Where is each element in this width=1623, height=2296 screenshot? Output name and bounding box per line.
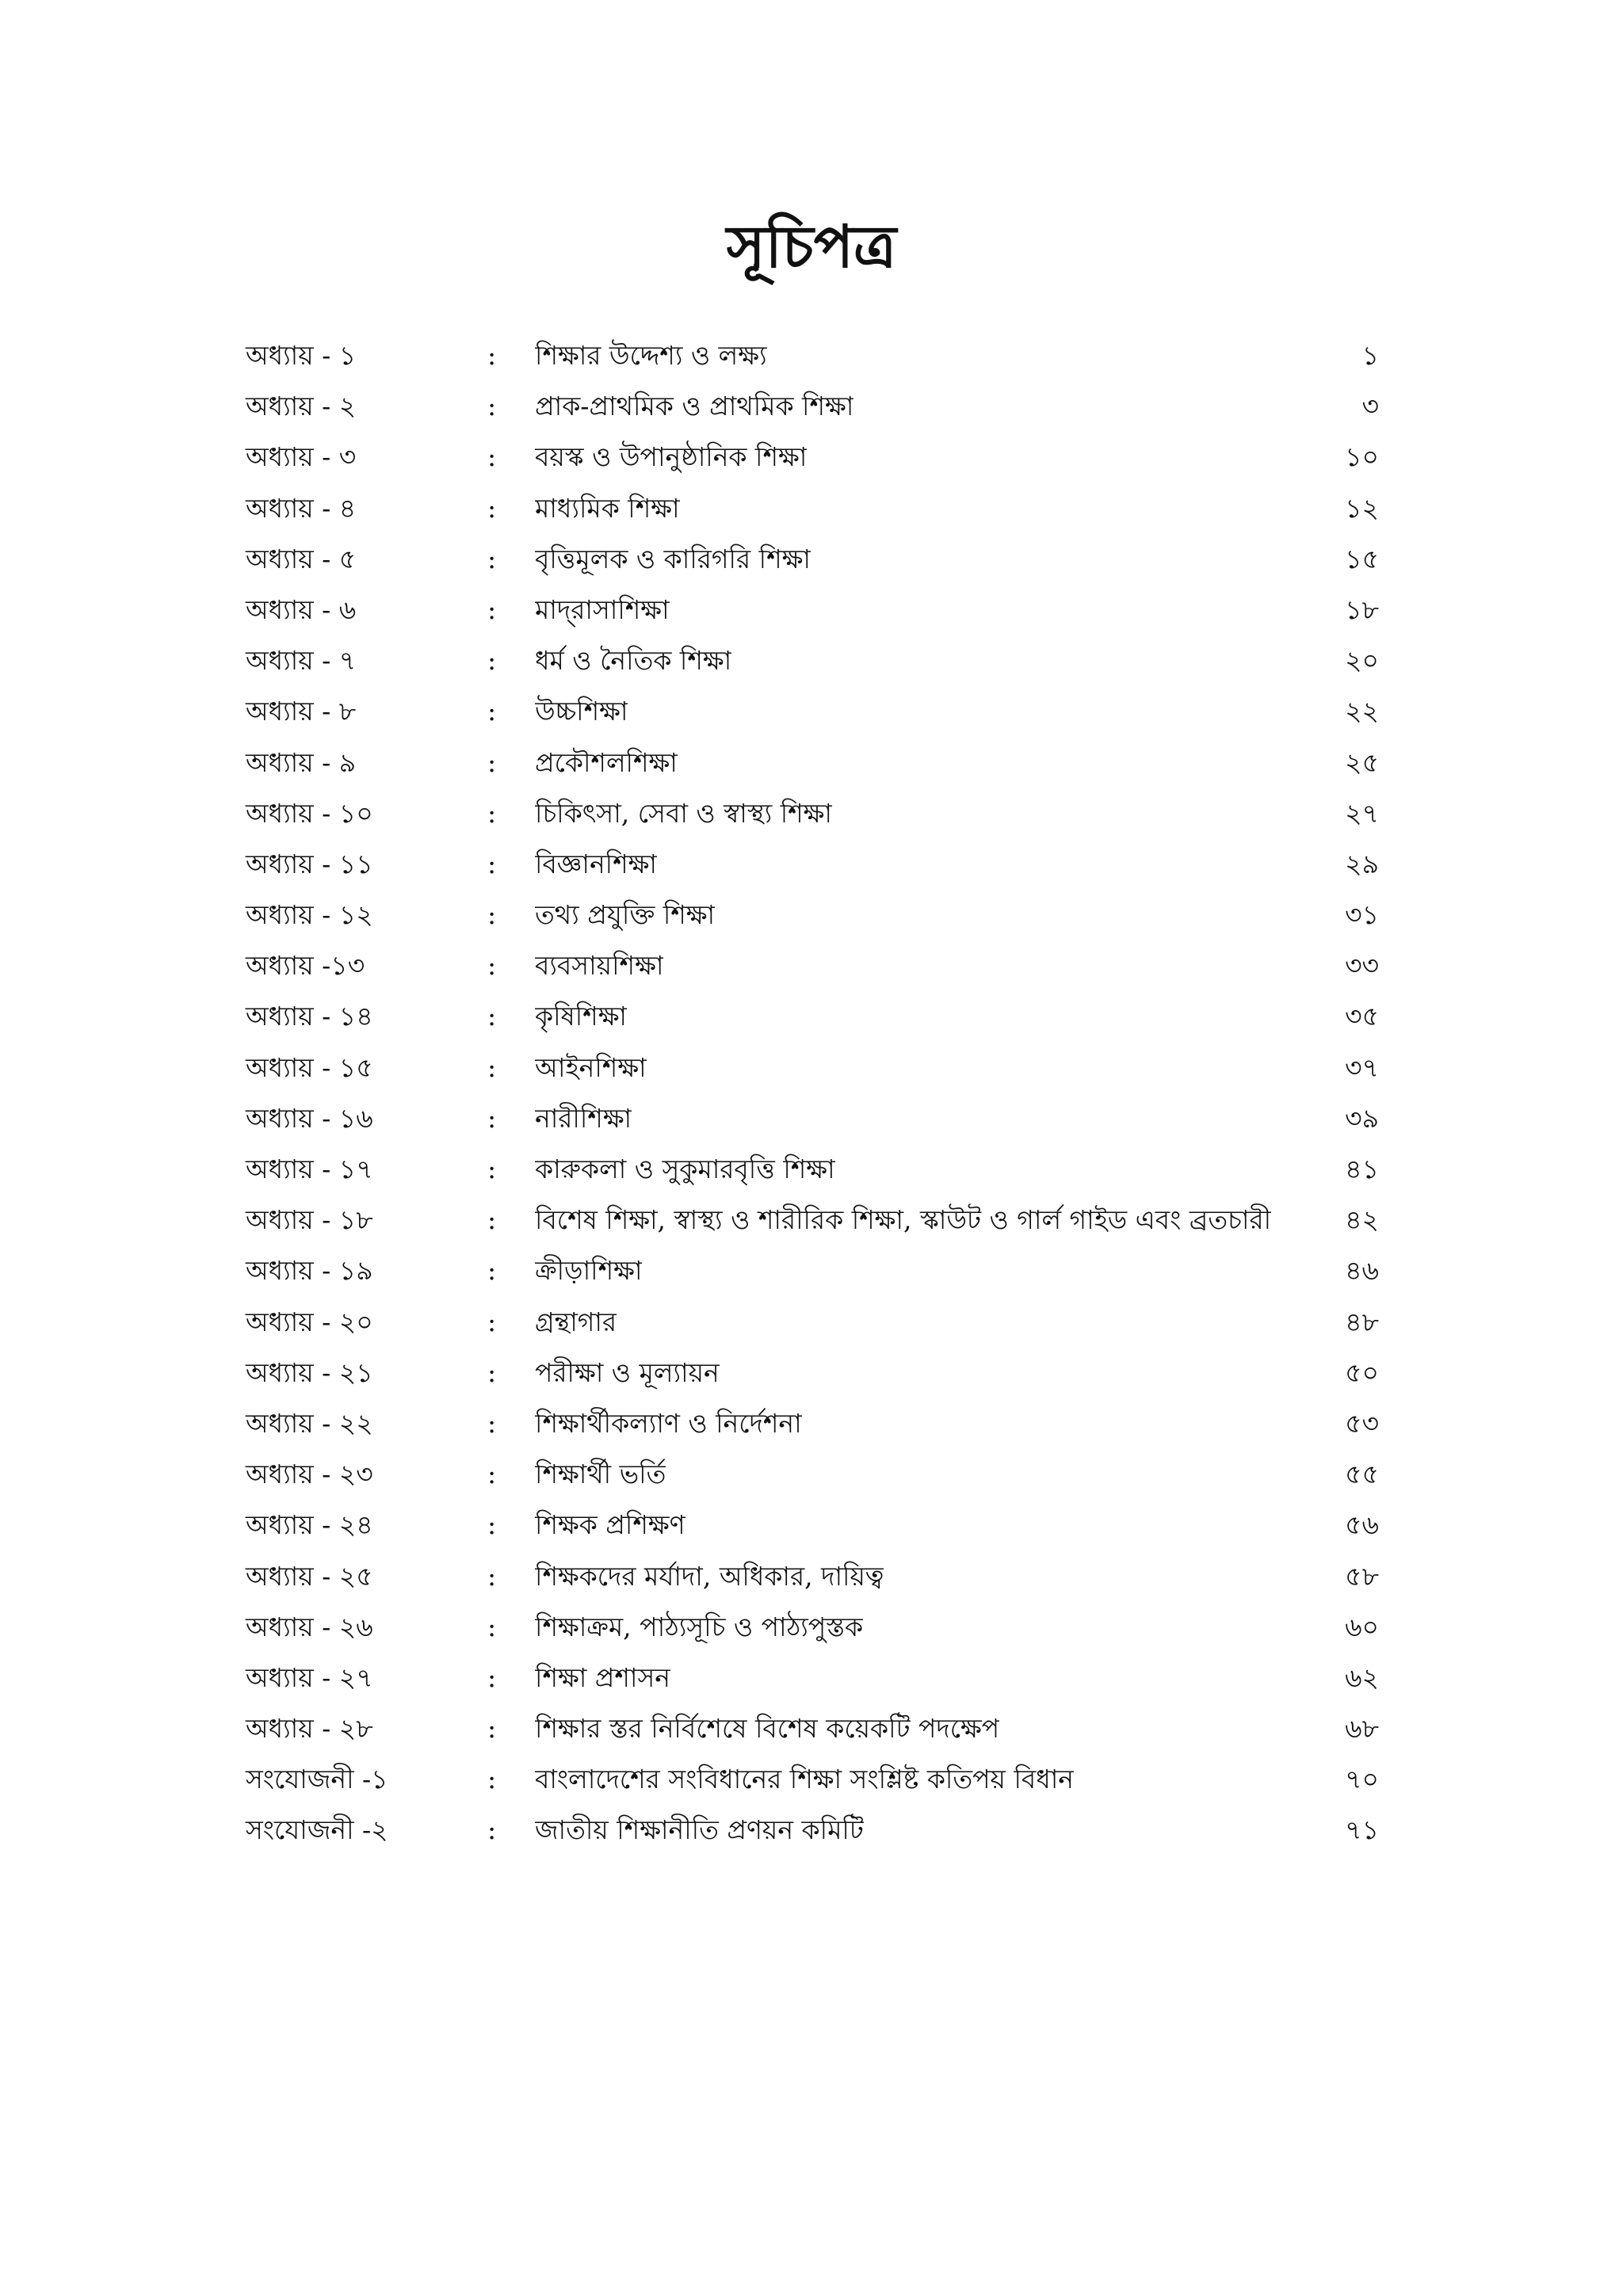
page-title: সূচিপত্র — [726, 213, 897, 281]
toc-entry-title: নারীশিক্ষা — [535, 1102, 632, 1134]
toc-entry-title: গ্রন্থাগার — [535, 1306, 617, 1337]
toc-row[interactable] — [246, 635, 1379, 686]
toc-page-number: ৩৯ — [1345, 1102, 1379, 1134]
toc-entry-label: অধ্যায় - ২৫ — [246, 1560, 373, 1592]
toc-row[interactable] — [246, 1551, 1379, 1602]
toc-entry-label: অধ্যায় - ২৪ — [246, 1509, 373, 1541]
toc-page-number: ৫৫ — [1345, 1459, 1379, 1490]
toc-entry-title: উচ্চশিক্ষা — [535, 696, 628, 727]
toc-page-number: ২০ — [1345, 645, 1379, 677]
toc-entry-title: বাংলাদেশের সংবিধানের শিক্ষা সংশ্লিষ্ট কতিপয় বিধান — [535, 1764, 1075, 1795]
toc-entry-label: অধ্যায় - ৯ — [246, 746, 357, 778]
toc-separator: : — [487, 848, 497, 879]
toc-page-number: ৩৭ — [1345, 1051, 1379, 1083]
toc-separator: : — [487, 1051, 497, 1083]
toc-entry-label: অধ্যায় - ২৩ — [246, 1459, 373, 1490]
toc-page-number: ১৮ — [1345, 593, 1379, 625]
toc-separator: : — [487, 1764, 497, 1795]
toc-separator: : — [487, 1713, 497, 1745]
toc-separator: : — [487, 1661, 497, 1693]
toc-entry-title: শিক্ষার্থীকল্যাণ ও নির্দেশনা — [535, 1407, 802, 1439]
toc-row[interactable] — [246, 839, 1379, 890]
toc-entry-title: শিক্ষক প্রশিক্ষণ — [535, 1509, 685, 1541]
toc-separator: : — [487, 1306, 497, 1337]
toc-entry-label: অধ্যায় - ১৫ — [246, 1051, 373, 1083]
toc-row[interactable] — [246, 1043, 1379, 1093]
toc-row[interactable] — [246, 585, 1379, 635]
toc-separator: : — [487, 492, 497, 524]
toc-entry-title: চিকিৎসা, সেবা ও স্বাস্থ্য শিক্ষা — [535, 797, 832, 829]
toc-page-number: ৬৮ — [1345, 1713, 1379, 1745]
toc-page-number: ১২ — [1345, 492, 1379, 524]
toc-separator: : — [487, 441, 497, 473]
toc-separator: : — [487, 645, 497, 677]
toc-entry-title: বিজ্ঞানশিক্ষা — [535, 848, 657, 879]
toc-separator: : — [487, 1204, 497, 1236]
toc-separator: : — [487, 543, 497, 574]
toc-entry-label: সংযোজনী -১ — [246, 1764, 388, 1795]
toc-entry-title: প্রকৌশলশিক্ষা — [535, 746, 678, 778]
toc-row[interactable] — [246, 1093, 1379, 1144]
toc-entry-title: ব্যবসায়শিক্ষা — [535, 950, 664, 982]
toc-entry-title: প্রাক-প্রাথমিক ও প্রাথমিক শিক্ষা — [535, 391, 854, 422]
toc-separator: : — [487, 1102, 497, 1134]
toc-row[interactable] — [246, 1348, 1379, 1398]
toc-row[interactable] — [246, 1754, 1379, 1805]
toc-page-number: ৩ — [1361, 391, 1379, 422]
toc-row[interactable] — [246, 1297, 1379, 1348]
toc-page-number: ৫৮ — [1345, 1560, 1379, 1592]
toc-entry-title: শিক্ষার উদ্দেশ্য ও লক্ষ্য — [535, 340, 767, 371]
toc-entry-label: অধ্যায় - ৭ — [246, 645, 357, 677]
toc-separator: : — [487, 1459, 497, 1490]
toc-entry-title: শিক্ষা প্রশাসন — [535, 1661, 670, 1693]
toc-row[interactable] — [246, 1245, 1379, 1296]
toc-entry-label: অধ্যায় - ১২ — [246, 899, 373, 931]
toc-page-number: ৭১ — [1345, 1814, 1379, 1846]
toc-page-number: ২৫ — [1345, 746, 1379, 778]
toc-separator: : — [487, 1001, 497, 1032]
toc-entry-title: আইনশিক্ষা — [535, 1051, 647, 1083]
toc-entry-title: তথ্য প্রযুক্তি শিক্ষা — [535, 899, 716, 931]
toc-entry-title: কারুকলা ও সুকুমারবৃত্তি শিক্ষা — [535, 1154, 835, 1184]
toc-separator: : — [487, 797, 497, 829]
toc-row[interactable] — [246, 483, 1379, 534]
toc-entry-label: অধ্যায় - ১৭ — [246, 1154, 373, 1184]
toc-separator: : — [487, 899, 497, 931]
toc-entry-label: অধ্যায় - ২০ — [246, 1306, 373, 1337]
toc-entry-label: অধ্যায় - ৩ — [246, 441, 357, 473]
toc-row[interactable] — [246, 1602, 1379, 1653]
toc-row[interactable] — [246, 890, 1379, 940]
toc-entry-label: অধ্যায় - ২ — [246, 391, 357, 422]
toc-page-number: ৭০ — [1345, 1764, 1379, 1795]
toc-entry-label: সংযোজনী -২ — [246, 1814, 388, 1846]
toc-entry-label: অধ্যায় - ২৬ — [246, 1611, 373, 1642]
toc-separator: : — [487, 950, 497, 982]
toc-entry-title: জাতীয় শিক্ষানীতি প্রণয়ন কমিটি — [535, 1814, 864, 1846]
toc-page-number: ২৯ — [1345, 848, 1379, 879]
toc-entry-title: মাদ্‌রাসাশিক্ষা — [535, 593, 670, 625]
toc-page-number: ৫৬ — [1345, 1509, 1379, 1541]
toc-entry-title: শিক্ষাক্রম, পাঠ্যসূচি ও পাঠ্যপুস্তক — [535, 1611, 864, 1642]
toc-row[interactable] — [246, 940, 1379, 991]
toc-page-number: ১৫ — [1345, 543, 1379, 574]
toc-entry-label: অধ্যায় - ২১ — [246, 1356, 373, 1388]
toc-page-number: ৩১ — [1345, 899, 1379, 931]
toc-entry-label: অধ্যায় - ৮ — [246, 696, 357, 727]
toc-page-number: ৬২ — [1345, 1661, 1379, 1693]
toc-entry-title: শিক্ষার্থী ভর্তি — [535, 1459, 666, 1490]
toc-row[interactable] — [246, 738, 1379, 788]
toc-entry-label: অধ্যায় - ৫ — [246, 543, 357, 574]
toc-entry-title: মাধ্যমিক শিক্ষা — [535, 492, 680, 524]
table-of-contents — [246, 330, 1379, 1856]
toc-separator: : — [487, 1154, 497, 1184]
toc-separator: : — [487, 1509, 497, 1541]
toc-page-number: ৩৫ — [1345, 1001, 1379, 1032]
toc-page-number: ৫৩ — [1345, 1407, 1379, 1439]
toc-page-number: ৬০ — [1345, 1611, 1379, 1642]
toc-row[interactable] — [246, 1144, 1379, 1195]
toc-entry-label: অধ্যায় - ১ — [246, 340, 357, 371]
toc-entry-label: অধ্যায় - ২২ — [246, 1407, 373, 1439]
toc-entry-label: অধ্যায় - ১৯ — [246, 1255, 373, 1287]
toc-entry-title: পরীক্ষা ও মূল্যায়ন — [535, 1356, 720, 1388]
toc-page-number: ২২ — [1345, 696, 1379, 727]
toc-separator: : — [487, 391, 497, 422]
toc-separator: : — [487, 1407, 497, 1439]
toc-row[interactable] — [246, 330, 1379, 381]
toc-row[interactable] — [246, 686, 1379, 737]
toc-row[interactable] — [246, 1653, 1379, 1703]
toc-page-number: ৪১ — [1345, 1154, 1379, 1184]
toc-separator: : — [487, 1611, 497, 1642]
toc-row[interactable] — [246, 1703, 1379, 1754]
toc-separator: : — [487, 746, 497, 778]
toc-row[interactable] — [246, 1449, 1379, 1500]
toc-entry-title: বৃত্তিমূলক ও কারিগরি শিক্ষা — [535, 543, 811, 574]
toc-page-number: ৩৩ — [1345, 950, 1379, 982]
toc-separator: : — [487, 340, 497, 371]
toc-row[interactable] — [246, 1805, 1379, 1855]
toc-row[interactable] — [246, 381, 1379, 432]
toc-entry-label: অধ্যায় - ১৮ — [246, 1204, 373, 1236]
toc-entry-title: শিক্ষকদের মর্যাদা, অধিকার, দায়িত্ব — [535, 1560, 884, 1592]
toc-entry-title: বয়স্ক ও উপানুষ্ঠানিক শিক্ষা — [535, 441, 808, 473]
toc-row[interactable] — [246, 534, 1379, 585]
toc-row[interactable] — [246, 1195, 1379, 1245]
toc-entry-label: অধ্যায় - ১৬ — [246, 1102, 373, 1134]
toc-page-number: ১ — [1361, 340, 1379, 371]
toc-separator: : — [487, 1255, 497, 1287]
toc-entry-title: শিক্ষার স্তর নির্বিশেষে বিশেষ কয়েকটি পদক্ষেপ — [535, 1713, 1000, 1745]
toc-entry-label: অধ্যায় - ২৮ — [246, 1713, 373, 1745]
toc-entry-label: অধ্যায় - ১১ — [246, 848, 373, 879]
toc-page-number: ৪৬ — [1345, 1255, 1379, 1287]
toc-separator: : — [487, 1356, 497, 1388]
toc-entry-title: ক্রীড়াশিক্ষা — [535, 1255, 643, 1287]
toc-entry-label: অধ্যায় - ২৭ — [246, 1661, 373, 1693]
toc-page-number: ৪৮ — [1345, 1306, 1379, 1337]
toc-row[interactable] — [246, 432, 1379, 482]
toc-entry-label: অধ্যায় - ৪ — [246, 492, 357, 524]
toc-entry-label: অধ্যায় -১৩ — [246, 950, 365, 982]
toc-row[interactable] — [246, 991, 1379, 1042]
toc-entry-title: বিশেষ শিক্ষা, স্বাস্থ্য ও শারীরিক শিক্ষা, স্কাউট ও গার্ল গাইড এবং ব্রতচারী — [535, 1204, 1272, 1236]
toc-entry-label: অধ্যায় - ১৪ — [246, 1001, 373, 1032]
toc-entry-title: ধর্ম ও নৈতিক শিক্ষা — [535, 645, 732, 677]
toc-separator: : — [487, 1814, 497, 1846]
toc-separator: : — [487, 593, 497, 625]
toc-entry-label: অধ্যায় - ৬ — [246, 593, 357, 625]
toc-page-number: ২৭ — [1345, 797, 1379, 829]
toc-page-number: ৪২ — [1345, 1204, 1379, 1236]
toc-row[interactable] — [246, 1398, 1379, 1449]
toc-separator: : — [487, 1560, 497, 1592]
toc-page-number: ১০ — [1345, 441, 1379, 473]
toc-row[interactable] — [246, 1500, 1379, 1550]
toc-entry-title: কৃষিশিক্ষা — [535, 1001, 627, 1032]
toc-entry-label: অধ্যায় - ১০ — [246, 797, 373, 829]
toc-row[interactable] — [246, 788, 1379, 839]
toc-page-number: ৫০ — [1345, 1356, 1379, 1388]
toc-separator: : — [487, 696, 497, 727]
